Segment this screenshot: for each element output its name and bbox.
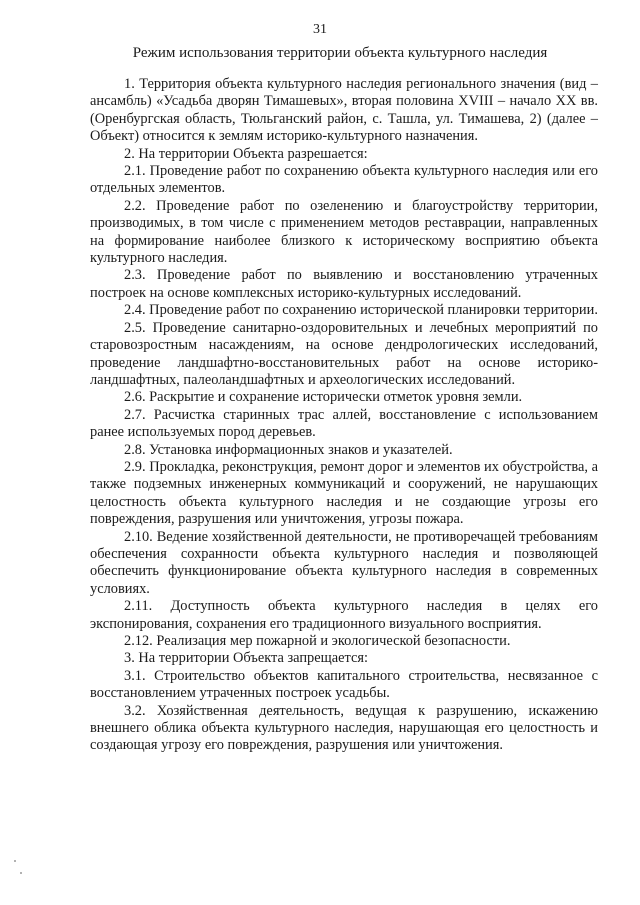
paragraph-2-3: 2.3. Проведение работ по выявлению и восстановлению утраченных построек на основе комплексных историко-культурных исследований.: [90, 267, 598, 301]
paragraph-1: 1. Территория объекта культурного наследия регионального значения (вид – ансамбль) «Усадьба дворян Тимашевых», вторая половина XVIII – начало XX вв. (Оренбургская область, Тюльганский район, с. Ташла, ул. Тимашева, 2) (далее – Объект) относится к землям историко-культурного назначения.: [90, 76, 598, 145]
document-body: [90, 76, 598, 755]
paragraph-2: 2. На территории Объекта разрешается:: [124, 145, 368, 162]
paragraph-2-6: 2.6. Раскрытие и сохранение исторически отметок уровня земли.: [124, 389, 523, 406]
paragraph-3-1: 3.1. Строительство объектов капитального строительства, несвязанное с восстановлением утраченных построек усадьбы.: [90, 667, 598, 702]
page-number: 31: [313, 22, 327, 37]
paragraph-3-2: 3.2. Хозяйственная деятельность, ведущая к разрушению, искажению внешнего облика объекта культурного наследия, нарушающая его целостность и создающая угрозу его повреждения, разрушения или уничтожения.: [90, 702, 598, 754]
paragraph-2-12: 2.12. Реализация мер пожарной и экологической безопасности.: [124, 633, 511, 649]
paragraph-2-4: 2.4. Проведение работ по сохранению исторической планировки территории.: [124, 302, 598, 319]
document-title: Режим использования территории объекта культурного наследия: [132, 45, 548, 61]
paragraph-2-8: 2.8. Установка информационных знаков и указателей.: [124, 441, 453, 458]
paragraph-2-1: 2.1. Проведение работ по сохранению объекта культурного наследия или его отдельных элементов.: [90, 163, 598, 197]
paragraph-2-10: 2.10. Ведение хозяйственной деятельности, не противоречащей требованиям обеспечения сохранности объекта культурного наследия и позволяющей обеспечить функционирование объекта культурного наследия в современных условиях.: [90, 528, 598, 597]
paragraph-2-11: 2.11. Доступность объекта культурного наследия в целях его экспонирования, сохранения его традиционного визуального восприятия.: [90, 598, 598, 632]
scan-speck: [14, 860, 16, 862]
paragraph-2-9: 2.9. Прокладка, реконструкция, ремонт дорог и элементов их обустройства, а также подземных инженерных коммуникаций и сооружений, не нарушающих целостность объекта культурного наследия и не создающие угрозы его повреждения, разрушения или уничтожения, угрозы пожара.: [90, 458, 598, 528]
paragraph-3: 3. На территории Объекта запрещается:: [124, 650, 368, 667]
paragraph-2-7: 2.7. Расчистка старинных трас аллей, восстановление с использованием ранее используемых пород деревьев.: [90, 406, 598, 441]
scan-speck: [20, 872, 22, 874]
paragraph-2-2: 2.2. Проведение работ по озеленению и благоустройству территории, производимых, в том числе с применением методов реставрации, направленных на формирование наиболее близкого к историческому восприятию объекта культурного наследия.: [90, 197, 598, 267]
paragraph-2-5: 2.5. Проведение санитарно-оздоровительных и лечебных мероприятий по старовозростным насаждениям, на основе дендрологических исследований, проведение ландшафтно-восстановительных работ на основе историко-ландшафтных, палеоландшафтных и археологических исследований.: [90, 319, 598, 388]
